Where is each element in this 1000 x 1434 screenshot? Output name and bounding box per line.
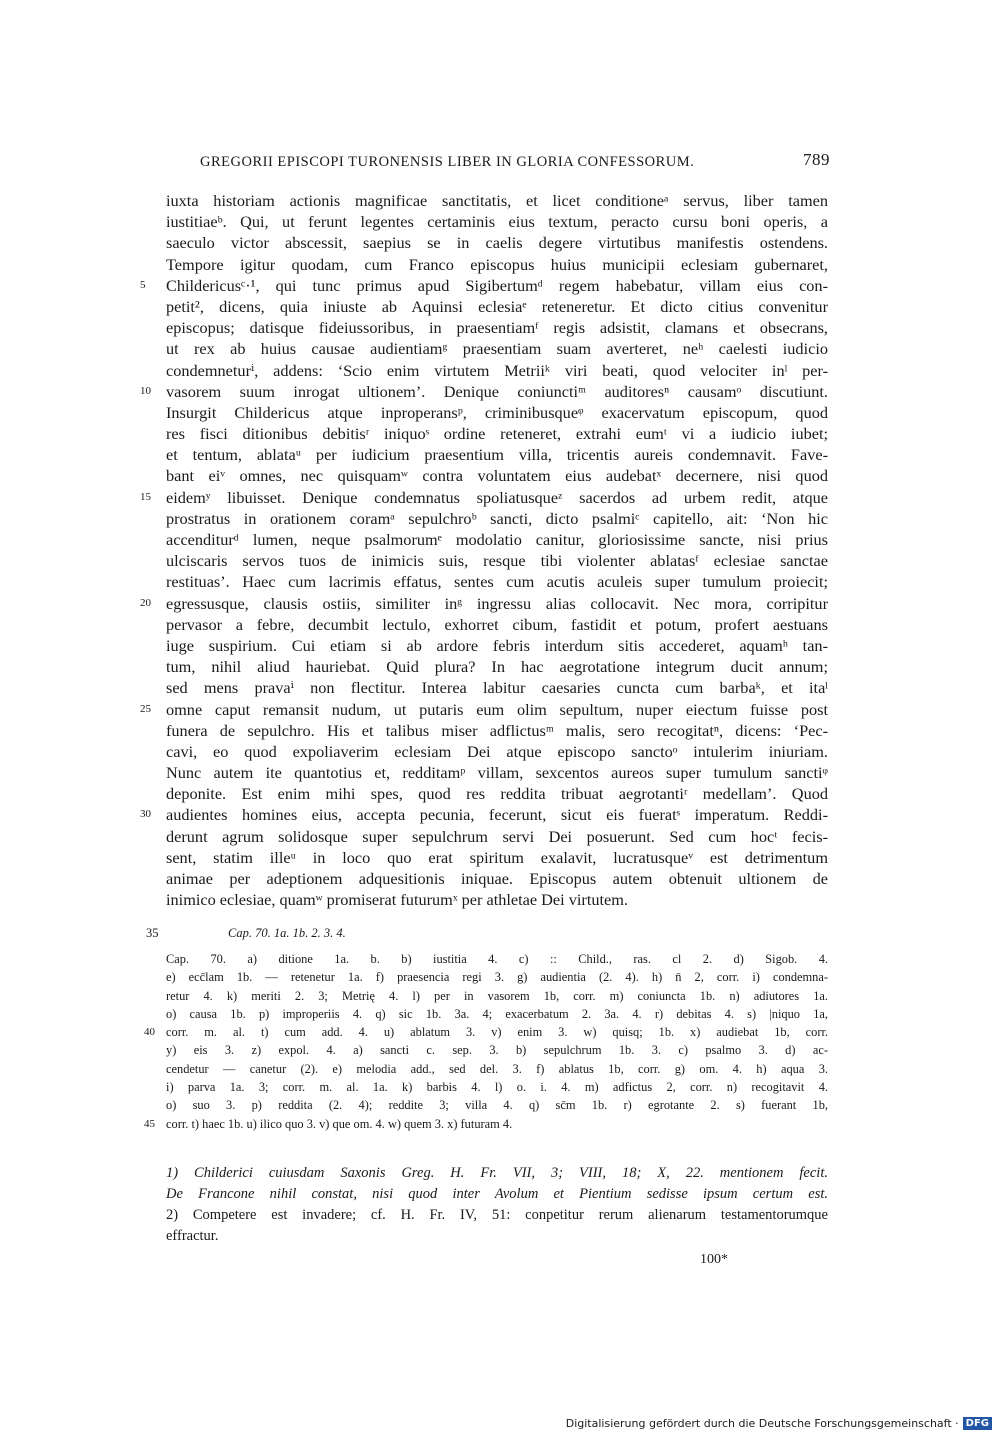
text-line: [166, 232, 828, 253]
text-line: [140, 381, 828, 402]
text-line-text: res fisci ditionibus debitisʳ iniquoˢ ordine reteneret, extrahi eumᵗ vi a iudicio iubet;: [166, 424, 828, 444]
text-line-text: animae per adeptionem adquesitionis iniquae. Episcopus autem obtenuit ultionem de: [166, 869, 828, 888]
apparatus-line: [166, 1041, 828, 1059]
footnote-line: [166, 1184, 828, 1205]
text-line-text: funera de sepulchro. His et talibus miser adflictusᵐ malis, sero recogitatⁿ, dicens: ‘Pec-: [166, 720, 828, 740]
text-line-text: bant eiᵛ omnes, nec quisquamʷ contra voluntatem eius audebatˣ decernere, nisi quod: [166, 466, 828, 486]
text-line-text: Insurgit Childericus atque inproperansᵖ, criminibusqueᵠ exacervatum episcopum, quod: [166, 402, 828, 422]
text-line: [166, 889, 828, 910]
text-line: [166, 465, 828, 486]
apparatus-line: [166, 950, 828, 968]
apparatus-line: [166, 1060, 828, 1078]
main-text: [140, 190, 828, 910]
text-line: [166, 635, 828, 656]
text-line-text: accenditurᵈ lumen, neque psalmorumᵉ modolatio canitur, gloriosissime sancte, nisi prius: [166, 530, 828, 549]
footnote-line: [166, 1163, 828, 1184]
line-number: 35: [146, 926, 159, 940]
text-line-text: ulciscaris servos tuos de inimicis suis, resque tibi violenter ablatasᶠ eclesiae sanctae: [166, 551, 828, 571]
text-line: [166, 741, 828, 762]
apparatus-line: [166, 1078, 828, 1096]
text-line-text: et tentum, ablataᵘ per iudicium praesentium villa, tricentis aureis condemnavit. Fave-: [166, 445, 828, 465]
text-line-text: deponite. Est enim mihi spes, quod res reddita tribuat aegrotantiʳ medellam’. Quod: [166, 784, 828, 804]
text-line: [166, 317, 828, 338]
text-line-text: omne caput remansit nudum, ut putaris eum olim sepultum, nuper eiectum fuisse post: [166, 699, 828, 719]
line-number: 15: [140, 490, 151, 503]
apparatus-line-text: Cap. 70. a) ditione 1a. b. b) iustitia 4. c) :: Child., ras. cl 2. d) Sigob. 4.: [166, 952, 828, 966]
apparatus-line: [166, 987, 828, 1005]
running-title: GREGORII EPISCOPI TURONENSIS LIBER IN GLORIA CONFESSORUM.: [200, 154, 695, 170]
apparatus-line: [144, 1115, 828, 1133]
text-line-text: sed mens pravaⁱ non flectitur. Interea labitur caesaries cuncta cum barbaᵏ, et itaˡ: [166, 678, 828, 698]
apparatus-line-text: e) ecc̄lam 1b. — retenetur 1a. f) praesencia regi 3. g) audientia (2. 4). h) n̄ 2, corr. i) condemna-: [166, 970, 828, 985]
text-line: [140, 804, 828, 825]
apparatus-line-text: retur 4. k) meriti 2. 3; Metrię 4. l) per in vasorem 1b, corr. m) coniuncta 1b. n) adiutores 1a.: [166, 988, 828, 1003]
apparatus-line-text: o) causa 1b. p) improperiis 4. q) sic 1b. 3a. 4; exacerbatum 2. 3a. 4. r) debitas 4. s) |niquo 1a,: [166, 1006, 828, 1021]
apparatus-line: [144, 1023, 828, 1041]
text-line-text: iustitiaeᵇ. Qui, ut ferunt legentes certaminis eius textum, peracto cursu boni operis, a: [166, 212, 828, 232]
text-line-text: restituas’. Haec cum lacrimis effatus, sentes cum acutis aculeis super tumulum proiecit;: [166, 572, 828, 592]
text-line: [166, 444, 828, 465]
footnotes: [166, 1163, 828, 1247]
text-line-text: pervasor a febre, decumbit lectulo, exhorret cibum, fastidit et potum, profert aestuans: [166, 614, 828, 634]
footnote-line: [166, 1226, 828, 1247]
text-line: [140, 275, 828, 296]
text-line: [166, 211, 828, 232]
text-line-text: Childericusᶜ·¹, qui tunc primus apud Sigibertumᵈ regem habebatur, villam eius con-: [166, 275, 828, 295]
apparatus-line-text: i) parva 1a. 3; corr. m. al. 1a. k) barbis 4. l) o. i. 4. m) adfictus 2, corr. n) recogitavit 4.: [166, 1080, 828, 1095]
running-header: [200, 150, 830, 176]
apparatus-line: [166, 968, 828, 986]
text-line-text: iuxta historiam actionis magnificae sanctitatis, et licet conditioneᵃ servus, liber tamen: [166, 191, 828, 210]
text-line-text: Tempore igitur quodam, cum Franco episcopus huius municipii eclesiam gubernaret,: [166, 254, 828, 274]
signature-mark: 100*: [700, 1252, 728, 1267]
text-line: [166, 783, 828, 804]
digitization-text: Digitalisierung gefördert durch die Deutsche Forschungsgemeinschaft ·: [565, 1417, 959, 1430]
text-line: [166, 338, 828, 359]
line-number: 40: [144, 1026, 155, 1039]
text-line-text: petit², dicens, quia iniuste ab Aquinsi eclesiaᵉ reteneretur. Et dicto citius convenitur: [166, 296, 828, 316]
text-line-text: eidemʸ libuisset. Denique condemnatus spoliatusqueᶻ sacerdos ad urbem redit, atque: [166, 487, 828, 507]
line-number: 30: [140, 808, 151, 821]
text-line-text: Nunc autem ite quantotius et, redditamᵖ villam, sexcentos aureos super tumulum sanctiᵠ: [166, 763, 828, 783]
text-line: [166, 529, 828, 550]
line-number: 5: [140, 278, 146, 291]
text-line-text: cavi, eo quod expoliaverim eclesiam Dei atque episcopo sanctoᵒ intulerim iniuriam.: [166, 741, 828, 761]
chapter-sources: Cap. 70. 1a. 1b. 2. 3. 4.: [228, 926, 346, 940]
text-line: [166, 402, 828, 423]
text-line: [166, 720, 828, 741]
text-line-text: vasorem suum inrogat ultionem’. Denique coniunctiᵐ auditoresⁿ causamᵒ discutiunt.: [166, 381, 828, 401]
apparatus-line-text: corr. m. al. t) cum add. 4. u) ablatum 3. v) enim 3. w) quisq; 1b. x) audiebat 1b, corr.: [166, 1025, 828, 1040]
line-number: 10: [140, 384, 151, 397]
text-line-text: sent, statim illeᵘ in loco quo erat spiritum exalavit, lucratusqueᵛ est detrimentum: [166, 847, 828, 867]
text-line-text: iuge suspirium. Cui etiam si ab ardore febris interdum sitis accederet, aquamʰ tan-: [166, 635, 828, 655]
text-line-text: saeculo victor abscessit, saepius se in caelis degere virtutibus manifestis ostendens.: [166, 233, 828, 253]
text-line: [166, 847, 828, 868]
apparatus-line: [166, 1005, 828, 1023]
text-line: [166, 508, 828, 529]
digitization-notice: [566, 1417, 992, 1430]
footnote-line-text: 2) Competere est invadere; cf. H. Fr. IV, 51: conpetitur rerum alienarum testamentorumque: [166, 1207, 828, 1223]
text-line: [166, 677, 828, 698]
text-line: [166, 826, 828, 847]
text-line: [166, 296, 828, 317]
text-line-text: ut rex ab huius causae audientiamᵍ praesentiam suam averteret, neʰ caelesti iudicio: [166, 339, 828, 359]
apparatus-line-text: cendetur — canetur (2). e) melodia add., sed del. 3. f) ablatus 1b, corr. g) om. 4. h) aqua 3.: [166, 1061, 828, 1076]
text-line: [166, 571, 828, 592]
line-number: 25: [140, 702, 151, 715]
text-line: [166, 190, 828, 211]
footnote-line: [166, 1205, 828, 1226]
apparatus-line-text: y) eis 3. z) expol. 4. a) sancti c. sep. 3. b) sepulchrum 1b. 3. c) psalmo 3. d) ac-: [166, 1043, 828, 1058]
text-line: [166, 550, 828, 571]
text-line: [166, 254, 828, 275]
dfg-logo: DFG: [963, 1417, 992, 1430]
text-line-text: episcopus; datisque fideiussoribus, in praesentiamᶠ regis adsistit, clamans et obsecrans,: [166, 318, 828, 338]
footnote-line-text: De Francone nihil constat, nisi quod inter Avolum et Pientium sedisse ipsum certum est.: [166, 1186, 828, 1202]
text-line: [166, 868, 828, 889]
text-line: [166, 614, 828, 635]
text-line-text: condemneturⁱ, addens: ‘Scio enim virtutem Metriiᵏ viri beati, quod velociter inˡ per-: [166, 360, 828, 380]
text-line: [140, 487, 828, 508]
text-line-text: egressusque, clausis ostiis, similiter inᵍ ingressu alias collocavit. Nec mora, corripitur: [166, 593, 828, 613]
text-line: [166, 762, 828, 783]
text-line-text: prostratus in orationem coramᵃ sepulchroᵇ sancti, dicto psalmiᶜ capitello, ait: ‘Non hic: [166, 508, 828, 528]
apparatus-line: [166, 1096, 828, 1114]
text-line-text: audientes homines eius, accepta pecunia, fecerunt, sicut eis fueratˢ imperatum. Reddi-: [166, 805, 828, 825]
critical-apparatus: [144, 950, 828, 1133]
footnote-line-text: effractur.: [166, 1228, 219, 1244]
text-line: [166, 360, 828, 381]
page-number: 789: [803, 150, 830, 169]
apparatus-line-text: o) suo 3. p) reddita (2. 4); reddite 3; villa 4. q) sc̄m 1b. r) egrotante 2. s) fuerant 1b,: [166, 1098, 828, 1113]
line-number: 45: [144, 1117, 155, 1130]
apparatus-line-text: corr. t) haec 1b. u) ilico quo 3. v) que om. 4. w) quem 3. x) futuram 4.: [166, 1116, 513, 1131]
text-line: [140, 593, 828, 614]
line-number: 20: [140, 596, 151, 609]
text-line-text: inimico eclesiae, quamʷ promiserat futurumˣ per athletae Dei virtutem.: [166, 890, 628, 910]
text-line-text: tum, nihil aliud hauriebat. Quid plura? In hac aegrotatione integrum ducit annum;: [166, 657, 828, 677]
text-line-text: derunt agrum solidosque super sepulchrum servi Dei posuerunt. Sed cum hocᵗ fecis-: [166, 826, 828, 846]
text-line: [166, 656, 828, 677]
text-line: [166, 423, 828, 444]
footnote-line-text: 1) Childerici cuiusdam Saxonis Greg. H. Fr. VII, 3; VIII, 18; X, 22. mentionem fecit.: [166, 1165, 828, 1181]
text-line: [140, 699, 828, 720]
